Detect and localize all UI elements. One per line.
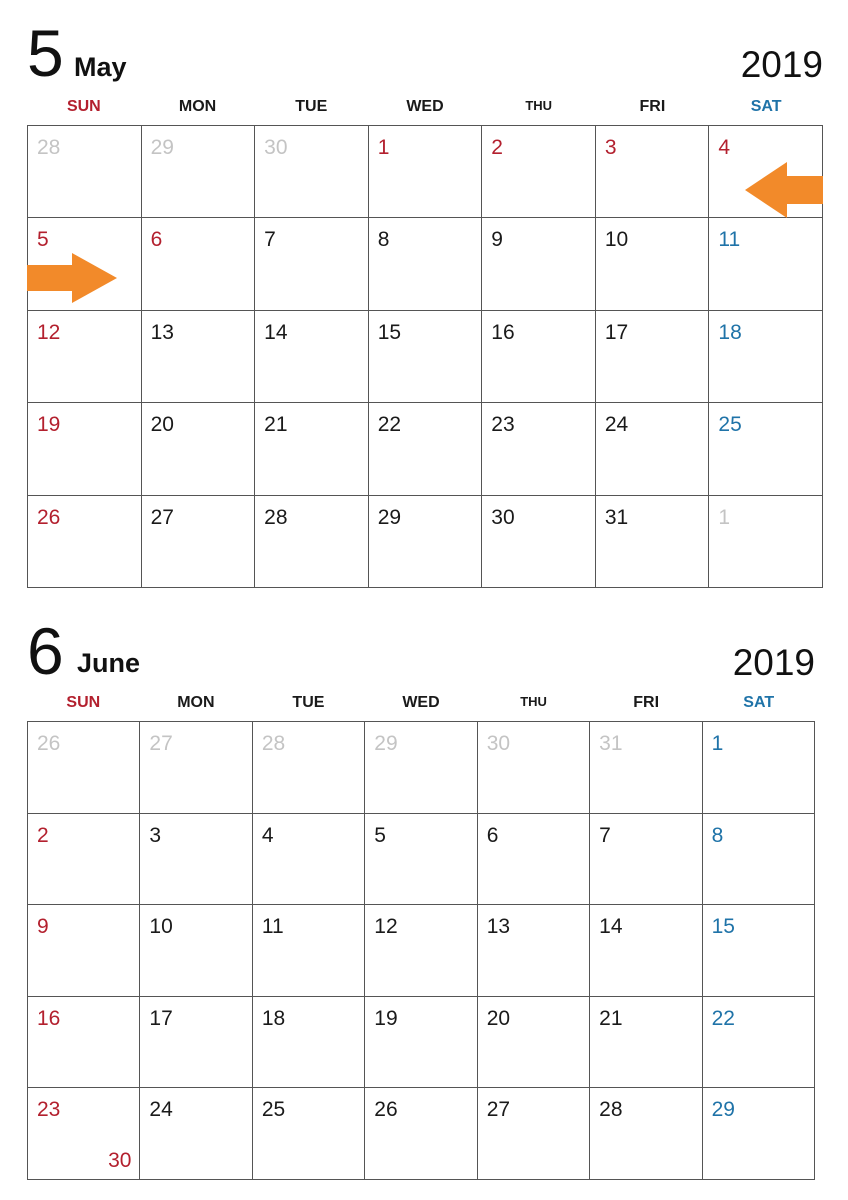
day-number: 28 xyxy=(264,505,288,529)
day-cell xyxy=(28,997,140,1089)
day-cell xyxy=(28,496,142,588)
month-name: May xyxy=(74,52,127,82)
day-number: 30 xyxy=(491,505,515,529)
day-cell xyxy=(28,311,142,403)
arrow-right-icon xyxy=(27,253,117,303)
weekday-wed: WED xyxy=(402,694,440,711)
day-number: 13 xyxy=(486,915,511,939)
year-label: 2019 xyxy=(732,642,815,683)
day-cell xyxy=(478,997,590,1089)
day-cell xyxy=(478,722,590,814)
calendar-june xyxy=(27,600,815,1180)
day-number: 26 xyxy=(37,732,61,755)
weekday-tue: TUE xyxy=(295,98,328,115)
day-number: 30 xyxy=(264,136,288,159)
day-number: 3 xyxy=(604,136,617,159)
day-cell xyxy=(28,1088,140,1180)
day-number: 9 xyxy=(491,228,503,252)
day-number: 14 xyxy=(264,320,288,344)
month-number: 5 xyxy=(27,16,64,90)
day-cell xyxy=(482,126,596,218)
weekday-thu: THU xyxy=(525,98,553,113)
weekday-sun: SUN xyxy=(66,98,101,115)
day-cell xyxy=(703,997,815,1089)
day-number: 29 xyxy=(374,732,398,755)
day-cell xyxy=(365,905,477,997)
day-cell xyxy=(140,997,252,1089)
day-cell xyxy=(253,1088,365,1180)
calendar-may xyxy=(27,0,823,588)
weekday-sun: SUN xyxy=(66,694,101,711)
day-cell xyxy=(703,905,815,997)
day-number: 21 xyxy=(264,413,288,437)
day-number: 4 xyxy=(261,823,274,847)
day-number: 28 xyxy=(261,732,286,755)
day-cell xyxy=(478,1088,590,1180)
day-cell xyxy=(28,403,142,495)
day-number: 28 xyxy=(599,1098,623,1122)
arrow-left-icon xyxy=(745,162,823,218)
day-cell xyxy=(142,496,256,588)
day-number: 18 xyxy=(261,1006,286,1030)
day-number: 20 xyxy=(150,413,174,437)
day-cell xyxy=(596,496,710,588)
weekday-fri: FRI xyxy=(639,98,666,115)
day-cell xyxy=(140,722,252,814)
day-number: 22 xyxy=(711,1006,735,1030)
day-cell xyxy=(140,1088,252,1180)
year-label: 2019 xyxy=(740,44,823,85)
day-cell xyxy=(142,126,256,218)
day-cell xyxy=(709,403,823,495)
day-number: 15 xyxy=(711,915,735,939)
day-number: 27 xyxy=(150,505,174,529)
day-number: 25 xyxy=(261,1098,286,1122)
day-cell xyxy=(365,722,477,814)
day-number: 1 xyxy=(711,732,724,755)
day-cell xyxy=(596,403,710,495)
day-number: 26 xyxy=(374,1098,398,1122)
day-cell xyxy=(709,496,823,588)
day-number: 19 xyxy=(37,413,61,437)
day-cell xyxy=(703,814,815,906)
date-grid xyxy=(27,721,815,1180)
month-number: 6 xyxy=(27,614,64,688)
day-cell xyxy=(703,1088,815,1180)
day-cell xyxy=(142,403,256,495)
day-number: 7 xyxy=(599,823,611,847)
day-cell xyxy=(253,722,365,814)
day-number: 22 xyxy=(377,413,402,437)
day-cell xyxy=(482,311,596,403)
day-number: 6 xyxy=(486,823,499,847)
weekday-tue: TUE xyxy=(292,694,325,711)
day-cell xyxy=(255,218,369,310)
day-number: 16 xyxy=(37,1006,61,1030)
day-number: 2 xyxy=(491,136,503,159)
day-number: 28 xyxy=(37,136,61,159)
day-number: 6 xyxy=(150,228,163,252)
day-number: 13 xyxy=(150,320,174,344)
day-number: 16 xyxy=(491,320,515,344)
day-number: 3 xyxy=(149,823,162,847)
day-number-extra: 30 xyxy=(108,1148,132,1172)
day-number: 9 xyxy=(37,915,49,939)
day-cell xyxy=(255,311,369,403)
day-number: 27 xyxy=(486,1098,511,1122)
day-cell xyxy=(369,311,483,403)
day-cell xyxy=(596,126,710,218)
day-number: 24 xyxy=(149,1098,173,1122)
day-number: 14 xyxy=(599,915,623,939)
day-cell xyxy=(255,496,369,588)
day-number: 19 xyxy=(374,1006,398,1030)
day-cell xyxy=(596,218,710,310)
day-cell xyxy=(709,311,823,403)
weekday-sat: SAT xyxy=(743,694,775,711)
day-number: 12 xyxy=(374,915,398,939)
day-cell xyxy=(478,814,590,906)
day-cell xyxy=(590,722,702,814)
day-number: 21 xyxy=(599,1006,623,1030)
weekday-header-row xyxy=(27,694,815,712)
day-number: 4 xyxy=(718,136,731,159)
date-grid xyxy=(27,125,823,588)
weekday-sat: SAT xyxy=(750,98,782,115)
day-cell xyxy=(142,311,256,403)
day-cell xyxy=(253,814,365,906)
day-number: 31 xyxy=(604,505,629,529)
day-number: 15 xyxy=(377,320,402,344)
day-number: 5 xyxy=(37,228,49,252)
day-cell xyxy=(365,1088,477,1180)
day-number: 10 xyxy=(604,228,629,252)
day-cell xyxy=(369,218,483,310)
day-cell xyxy=(253,905,365,997)
day-number: 12 xyxy=(37,320,61,344)
day-number: 8 xyxy=(711,823,724,847)
weekday-mon: MON xyxy=(178,98,217,115)
weekday-mon: MON xyxy=(177,694,215,711)
day-cell xyxy=(482,496,596,588)
day-number: 11 xyxy=(718,228,741,252)
day-number: 17 xyxy=(604,320,629,344)
day-cell xyxy=(482,218,596,310)
day-number: 7 xyxy=(264,228,276,252)
day-cell xyxy=(28,126,142,218)
day-cell xyxy=(140,905,252,997)
day-cell xyxy=(482,403,596,495)
day-number: 29 xyxy=(377,505,402,529)
month-header xyxy=(27,0,823,124)
day-number: 2 xyxy=(37,823,49,847)
day-number: 8 xyxy=(377,228,390,252)
day-number: 23 xyxy=(491,413,515,437)
day-cell xyxy=(590,814,702,906)
day-cell xyxy=(365,997,477,1089)
day-cell xyxy=(28,814,140,906)
day-cell xyxy=(28,905,140,997)
day-number: 23 xyxy=(37,1098,61,1122)
weekday-fri: FRI xyxy=(633,694,660,711)
day-cell xyxy=(709,218,823,310)
day-cell xyxy=(365,814,477,906)
day-cell xyxy=(478,905,590,997)
day-cell xyxy=(590,1088,702,1180)
day-number: 1 xyxy=(718,505,731,529)
day-cell xyxy=(253,997,365,1089)
day-cell xyxy=(596,311,710,403)
day-number: 1 xyxy=(377,136,390,159)
day-cell xyxy=(703,722,815,814)
day-number: 29 xyxy=(711,1098,735,1122)
weekday-header-row xyxy=(27,98,823,116)
day-number: 24 xyxy=(604,413,629,437)
day-cell xyxy=(142,218,256,310)
day-cell xyxy=(369,126,483,218)
day-number: 25 xyxy=(718,413,742,437)
weekday-wed: WED xyxy=(406,98,444,115)
day-number: 29 xyxy=(150,136,174,159)
day-cell xyxy=(28,722,140,814)
day-cell xyxy=(255,403,369,495)
weekday-thu: THU xyxy=(520,694,547,709)
day-cell xyxy=(369,403,483,495)
day-cell xyxy=(590,905,702,997)
day-number: 27 xyxy=(149,732,173,755)
day-number: 26 xyxy=(37,505,61,529)
day-number: 20 xyxy=(486,1006,511,1030)
day-number: 18 xyxy=(718,320,742,344)
month-name: June xyxy=(77,648,141,678)
day-number: 17 xyxy=(149,1006,173,1030)
day-cell xyxy=(140,814,252,906)
day-number: 10 xyxy=(149,915,173,939)
day-number: 30 xyxy=(486,732,511,755)
day-cell xyxy=(255,126,369,218)
day-cell xyxy=(590,997,702,1089)
day-number: 31 xyxy=(599,732,623,755)
day-number: 5 xyxy=(374,823,386,847)
day-cell xyxy=(369,496,483,588)
month-header xyxy=(27,600,815,721)
day-number: 11 xyxy=(261,915,284,939)
